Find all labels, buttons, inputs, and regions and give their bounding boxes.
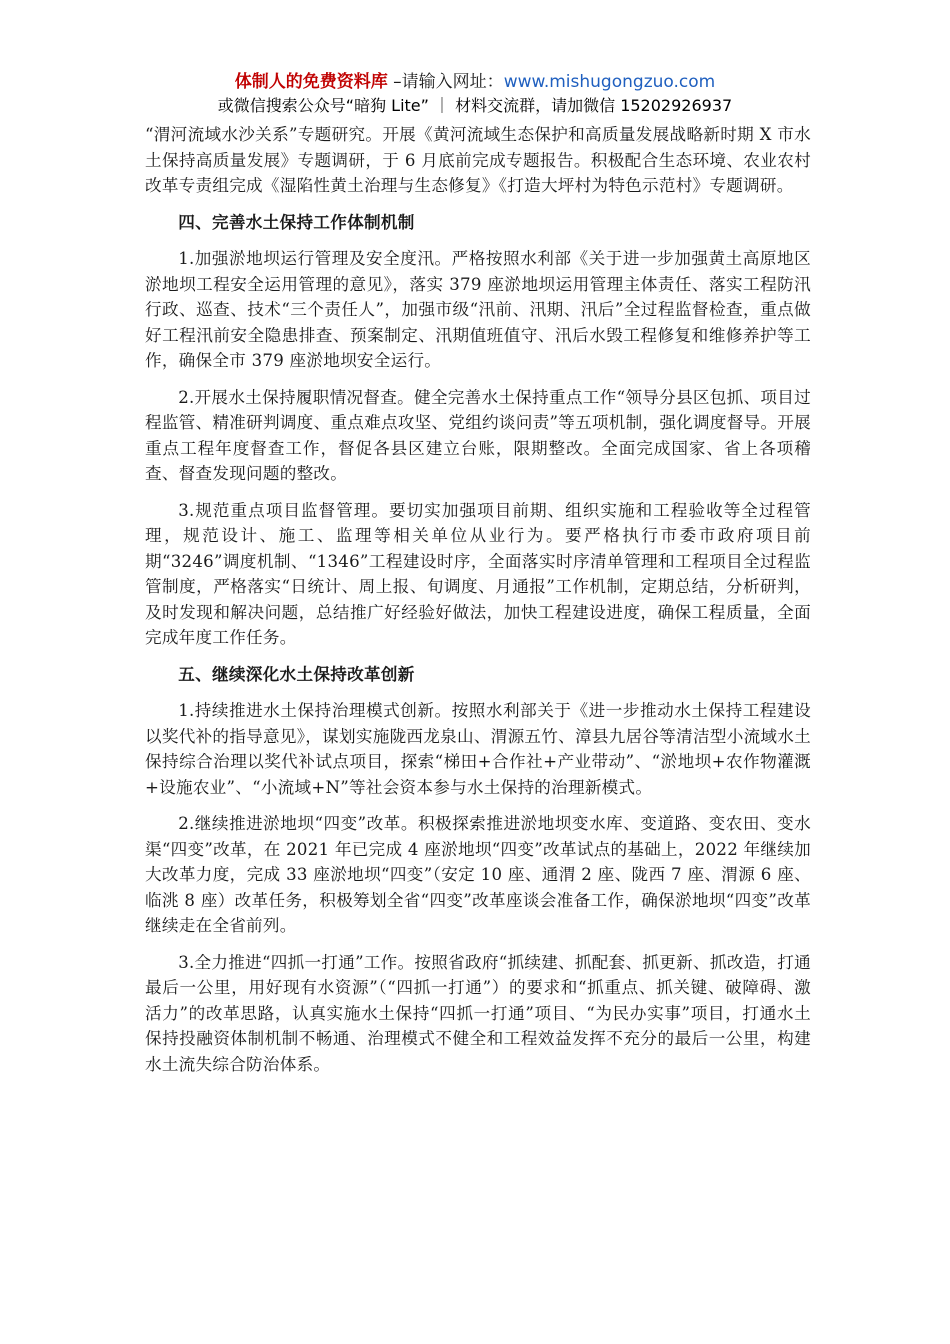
header-line-1 — [0, 70, 950, 94]
header-prompt: –请输入网址： — [387, 72, 504, 92]
document-body — [145, 122, 811, 1088]
section-heading-5: 五、继续深化水土保持改革创新 — [178, 664, 415, 684]
paragraph-4-2: 2.开展水土保持履职情况督查。健全完善水土保持重点工作“领导分县区包抓、项目过程监管、精准研判调度、重点难点攻坚、党组约谈问责”等五项机制，强化调度督导。开展重点工程年度督查工作，督促各县区建立台账，限期整改。全面完成国家、省上各项稽查、督查发现问题的整改。 — [145, 387, 811, 483]
paragraph-5-3: 3.全力推进“四抓一打通”工作。按照省政府“抓续建、抓配套、抓更新、抓改造，打通最后一公里，用好现有水资源”（“四抓一打通”）的要求和“抓重点、抓关键、破障碍、激活力”的改革思路，认真实施水土保持“四抓一打通”项目、“为民办实事”项目，打通水土保持投融资体制机制不畅通、治理模式不健全和工程效益发挥不充分的最后一公里，构建水土流失综合防治体系。 — [145, 952, 811, 1074]
header-line-2: 或微信搜索公众号“暗狗 Lite” ｜ 材料交流群，请加微信 15202926937 — [217, 96, 733, 115]
page-header — [0, 70, 950, 118]
section-heading-4: 四、完善水土保持工作体制机制 — [178, 212, 415, 232]
paragraph-5-1: 1.持续推进水土保持治理模式创新。按照水利部关于《进一步推动水土保持工程建设以奖代补的指导意见》，谋划实施陇西龙泉山、渭源五竹、漳县九居谷等清洁型小流域水土保持综合治理以奖代补试点项目，探索“梯田+合作社+产业带动”、“淤地坝+农作物灌溉+设施农业”、“小流域+N”等社会资本参与水土保持的治理新模式。 — [145, 701, 811, 797]
paragraph-continued: “渭河流域水沙关系”专题研究。开展《黄河流域生态保护和高质量发展战略新时期 X 市水土保持高质量发展》专题调研，于 6 月底前完成专题报告。积极配合生态环境、农业农村改革专责组完成《湿陷性黄土治理与生态修复》《打造大坪村为特色示范村》专题调研。 — [145, 125, 811, 195]
header-url-link[interactable]: www.mishugongzuo.com — [503, 72, 716, 92]
paragraph-4-1: 1.加强淤地坝运行管理及安全度汛。严格按照水利部《关于进一步加强黄土高原地区淤地坝工程安全运用管理的意见》，落实 379 座淤地坝运用管理主体责任、落实工程防汛行政、巡查、技术“三个责任人”，加强市级“汛前、汛期、汛后”全过程监督检查，重点做好工程汛前安全隐患排查、预案制定、汛期值班值守、汛后水毁工程修复和维修养护等工作，确保全市 379 座淤地坝安全运行。 — [145, 249, 811, 370]
paragraph-4-3: 3.规范重点项目监督管理。要切实加强项目前期、组织实施和工程验收等全过程管理，规范设计、施工、监理等相关单位从业行为。要严格执行市委市政府项目前期“3246”调度机制、“1346”工程建设时序，全面落实时序清单管理和工程项目全过程监管制度，严格落实“日统计、周上报、旬调度、月通报”工作机制，定期总结，分析研判，及时发现和解决问题，总结推广好经验好做法，加快工程建设进度，确保工程质量，全面完成年度工作任务。 — [145, 500, 811, 647]
paragraph-5-2: 2.继续推进淤地坝“四变”改革。积极探索推进淤地坝变水库、变道路、变农田、变水渠“四变”改革，在 2021 年已完成 4 座淤地坝“四变”改革试点的基础上，2022 年继续加大改革力度，完成 33 座淤地坝“四变”（安定 10 座、通渭 2 座、陇西 7 座、渭源 6 座、临洮 8 座）改革任务，积极筹划全省“四变”改革座谈会准备工作，确保淤地坝“四变”改革继续走在全省前列。 — [145, 814, 811, 935]
header-brand: 体制人的免费资料库 — [234, 72, 388, 92]
